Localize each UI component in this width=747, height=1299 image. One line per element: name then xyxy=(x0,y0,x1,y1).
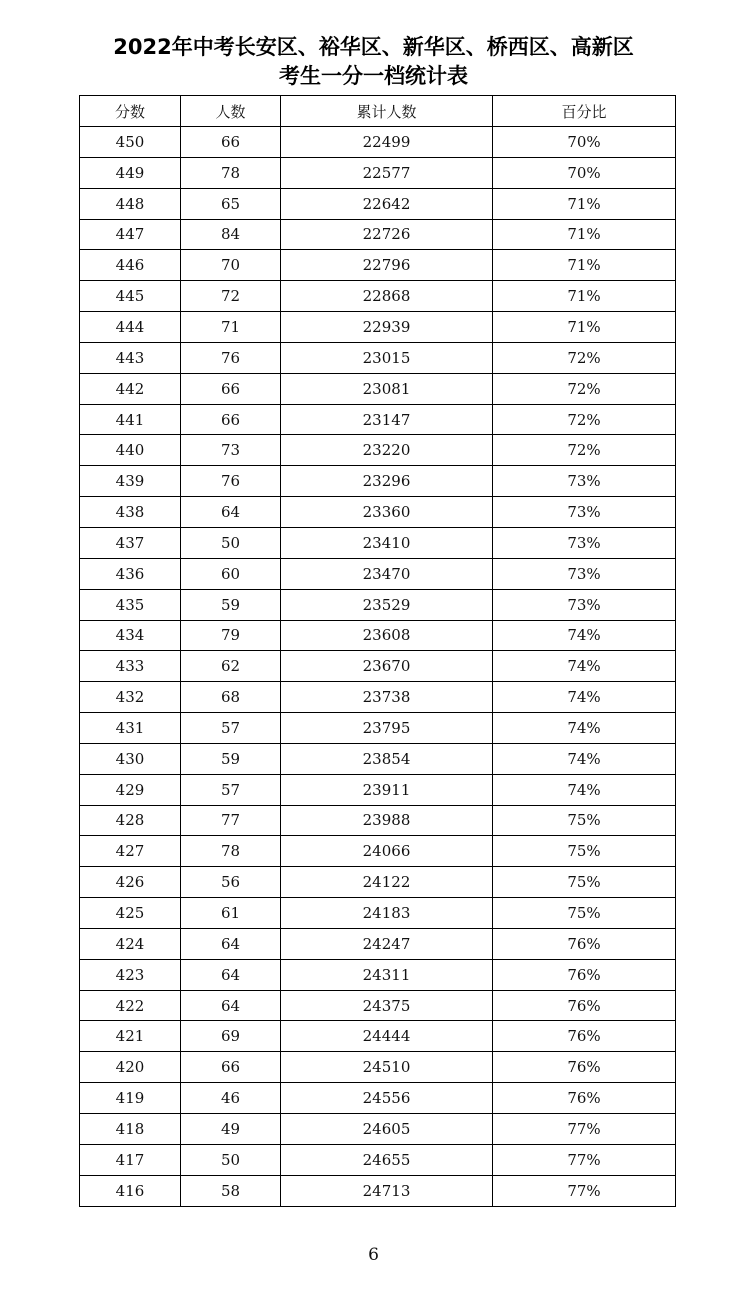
cell-count: 57 xyxy=(181,774,281,805)
cell-count: 56 xyxy=(181,867,281,898)
cell-cumulative: 24183 xyxy=(281,898,493,929)
cell-count: 66 xyxy=(181,373,281,404)
cell-percent: 73% xyxy=(493,558,676,589)
cell-percent: 75% xyxy=(493,805,676,836)
cell-count: 61 xyxy=(181,898,281,929)
table-row xyxy=(80,466,676,497)
cell-score: 432 xyxy=(80,682,181,713)
table-row xyxy=(80,435,676,466)
cell-percent: 74% xyxy=(493,651,676,682)
cell-score: 446 xyxy=(80,250,181,281)
table-row xyxy=(80,1083,676,1114)
cell-cumulative: 24510 xyxy=(281,1052,493,1083)
cell-score: 436 xyxy=(80,558,181,589)
table-header-row xyxy=(80,96,676,127)
cell-cumulative: 23988 xyxy=(281,805,493,836)
cell-count: 66 xyxy=(181,404,281,435)
cell-cumulative: 24066 xyxy=(281,836,493,867)
table-row xyxy=(80,373,676,404)
title-line-1: 2022年中考长安区、裕华区、新华区、桥西区、高新区 xyxy=(113,35,634,59)
table-row xyxy=(80,312,676,343)
table-row xyxy=(80,1175,676,1206)
cell-percent: 77% xyxy=(493,1114,676,1145)
cell-count: 71 xyxy=(181,312,281,343)
cell-score: 438 xyxy=(80,497,181,528)
cell-percent: 75% xyxy=(493,898,676,929)
cell-count: 77 xyxy=(181,805,281,836)
column-header-cumulative: 累计人数 xyxy=(281,96,493,127)
cell-score: 421 xyxy=(80,1021,181,1052)
cell-cumulative: 23220 xyxy=(281,435,493,466)
table-row xyxy=(80,589,676,620)
cell-count: 50 xyxy=(181,1144,281,1175)
cell-count: 78 xyxy=(181,157,281,188)
table-row xyxy=(80,682,676,713)
cell-count: 59 xyxy=(181,589,281,620)
table-row xyxy=(80,558,676,589)
cell-score: 422 xyxy=(80,990,181,1021)
cell-score: 437 xyxy=(80,527,181,558)
cell-percent: 75% xyxy=(493,867,676,898)
cell-count: 68 xyxy=(181,682,281,713)
cell-percent: 73% xyxy=(493,497,676,528)
cell-score: 445 xyxy=(80,281,181,312)
cell-count: 64 xyxy=(181,497,281,528)
cell-count: 72 xyxy=(181,281,281,312)
cell-count: 57 xyxy=(181,713,281,744)
table-row xyxy=(80,743,676,774)
cell-score: 450 xyxy=(80,127,181,158)
cell-cumulative: 24247 xyxy=(281,928,493,959)
page-number: 6 xyxy=(368,1245,379,1265)
table-row xyxy=(80,990,676,1021)
table-row xyxy=(80,959,676,990)
cell-percent: 71% xyxy=(493,250,676,281)
table-body xyxy=(80,127,676,1207)
cell-cumulative: 24375 xyxy=(281,990,493,1021)
cell-percent: 75% xyxy=(493,836,676,867)
table-row xyxy=(80,188,676,219)
cell-percent: 74% xyxy=(493,774,676,805)
cell-cumulative: 22577 xyxy=(281,157,493,188)
table-row xyxy=(80,527,676,558)
cell-cumulative: 23795 xyxy=(281,713,493,744)
table-row xyxy=(80,219,676,250)
cell-percent: 72% xyxy=(493,342,676,373)
cell-percent: 74% xyxy=(493,620,676,651)
cell-score: 418 xyxy=(80,1114,181,1145)
cell-count: 76 xyxy=(181,466,281,497)
cell-percent: 73% xyxy=(493,589,676,620)
cell-count: 58 xyxy=(181,1175,281,1206)
cell-percent: 77% xyxy=(493,1144,676,1175)
table-row xyxy=(80,651,676,682)
cell-score: 426 xyxy=(80,867,181,898)
cell-score: 425 xyxy=(80,898,181,929)
cell-count: 64 xyxy=(181,928,281,959)
cell-cumulative: 23081 xyxy=(281,373,493,404)
cell-score: 429 xyxy=(80,774,181,805)
table-row xyxy=(80,1144,676,1175)
column-header-percent: 百分比 xyxy=(493,96,676,127)
cell-count: 59 xyxy=(181,743,281,774)
cell-count: 50 xyxy=(181,527,281,558)
table-row xyxy=(80,127,676,158)
cell-cumulative: 22939 xyxy=(281,312,493,343)
cell-cumulative: 23360 xyxy=(281,497,493,528)
cell-percent: 71% xyxy=(493,188,676,219)
table-row xyxy=(80,713,676,744)
cell-score: 444 xyxy=(80,312,181,343)
cell-percent: 72% xyxy=(493,404,676,435)
cell-score: 417 xyxy=(80,1144,181,1175)
cell-count: 73 xyxy=(181,435,281,466)
cell-percent: 76% xyxy=(493,928,676,959)
cell-cumulative: 23670 xyxy=(281,651,493,682)
cell-score: 416 xyxy=(80,1175,181,1206)
cell-cumulative: 24655 xyxy=(281,1144,493,1175)
cell-percent: 71% xyxy=(493,219,676,250)
cell-score: 439 xyxy=(80,466,181,497)
cell-count: 66 xyxy=(181,1052,281,1083)
cell-score: 424 xyxy=(80,928,181,959)
cell-score: 431 xyxy=(80,713,181,744)
cell-count: 64 xyxy=(181,959,281,990)
cell-score: 434 xyxy=(80,620,181,651)
cell-percent: 72% xyxy=(493,435,676,466)
table-row xyxy=(80,928,676,959)
table-row xyxy=(80,620,676,651)
table-row xyxy=(80,1114,676,1145)
cell-count: 84 xyxy=(181,219,281,250)
cell-cumulative: 24311 xyxy=(281,959,493,990)
cell-score: 433 xyxy=(80,651,181,682)
column-header-count: 人数 xyxy=(181,96,281,127)
cell-percent: 70% xyxy=(493,127,676,158)
cell-cumulative: 22642 xyxy=(281,188,493,219)
cell-percent: 76% xyxy=(493,1021,676,1052)
cell-percent: 77% xyxy=(493,1175,676,1206)
cell-count: 62 xyxy=(181,651,281,682)
cell-score: 428 xyxy=(80,805,181,836)
cell-score: 419 xyxy=(80,1083,181,1114)
cell-percent: 71% xyxy=(493,312,676,343)
cell-cumulative: 22868 xyxy=(281,281,493,312)
score-table xyxy=(79,95,676,1207)
cell-score: 447 xyxy=(80,219,181,250)
cell-percent: 70% xyxy=(493,157,676,188)
cell-score: 430 xyxy=(80,743,181,774)
cell-count: 60 xyxy=(181,558,281,589)
cell-count: 65 xyxy=(181,188,281,219)
cell-score: 448 xyxy=(80,188,181,219)
cell-percent: 76% xyxy=(493,959,676,990)
table-row xyxy=(80,898,676,929)
table-row xyxy=(80,1021,676,1052)
cell-cumulative: 24122 xyxy=(281,867,493,898)
cell-percent: 74% xyxy=(493,682,676,713)
cell-score: 441 xyxy=(80,404,181,435)
column-header-score: 分数 xyxy=(80,96,181,127)
cell-cumulative: 24444 xyxy=(281,1021,493,1052)
cell-score: 420 xyxy=(80,1052,181,1083)
cell-count: 66 xyxy=(181,127,281,158)
cell-percent: 76% xyxy=(493,1052,676,1083)
cell-cumulative: 22499 xyxy=(281,127,493,158)
cell-count: 78 xyxy=(181,836,281,867)
cell-score: 440 xyxy=(80,435,181,466)
cell-count: 70 xyxy=(181,250,281,281)
cell-percent: 72% xyxy=(493,373,676,404)
cell-cumulative: 23738 xyxy=(281,682,493,713)
cell-cumulative: 23015 xyxy=(281,342,493,373)
cell-percent: 71% xyxy=(493,281,676,312)
cell-count: 49 xyxy=(181,1114,281,1145)
cell-count: 64 xyxy=(181,990,281,1021)
cell-percent: 74% xyxy=(493,713,676,744)
table-row xyxy=(80,805,676,836)
table-row xyxy=(80,404,676,435)
cell-cumulative: 23296 xyxy=(281,466,493,497)
cell-cumulative: 22726 xyxy=(281,219,493,250)
cell-percent: 73% xyxy=(493,527,676,558)
cell-count: 46 xyxy=(181,1083,281,1114)
cell-count: 79 xyxy=(181,620,281,651)
cell-cumulative: 24556 xyxy=(281,1083,493,1114)
cell-count: 76 xyxy=(181,342,281,373)
cell-cumulative: 23410 xyxy=(281,527,493,558)
table-row xyxy=(80,497,676,528)
table-row xyxy=(80,281,676,312)
title-line-2: 考生一分一档统计表 xyxy=(279,64,468,88)
cell-score: 423 xyxy=(80,959,181,990)
cell-percent: 74% xyxy=(493,743,676,774)
cell-score: 449 xyxy=(80,157,181,188)
table-row xyxy=(80,250,676,281)
cell-score: 443 xyxy=(80,342,181,373)
table-row xyxy=(80,1052,676,1083)
cell-percent: 73% xyxy=(493,466,676,497)
cell-cumulative: 23147 xyxy=(281,404,493,435)
cell-cumulative: 24605 xyxy=(281,1114,493,1145)
cell-cumulative: 23854 xyxy=(281,743,493,774)
cell-percent: 76% xyxy=(493,1083,676,1114)
cell-score: 442 xyxy=(80,373,181,404)
table-row xyxy=(80,157,676,188)
cell-score: 435 xyxy=(80,589,181,620)
cell-cumulative: 23529 xyxy=(281,589,493,620)
table-row xyxy=(80,836,676,867)
cell-cumulative: 22796 xyxy=(281,250,493,281)
table-row xyxy=(80,867,676,898)
cell-cumulative: 23608 xyxy=(281,620,493,651)
cell-percent: 76% xyxy=(493,990,676,1021)
table-row xyxy=(80,342,676,373)
cell-cumulative: 23911 xyxy=(281,774,493,805)
cell-count: 69 xyxy=(181,1021,281,1052)
table-row xyxy=(80,774,676,805)
cell-cumulative: 23470 xyxy=(281,558,493,589)
cell-score: 427 xyxy=(80,836,181,867)
cell-cumulative: 24713 xyxy=(281,1175,493,1206)
